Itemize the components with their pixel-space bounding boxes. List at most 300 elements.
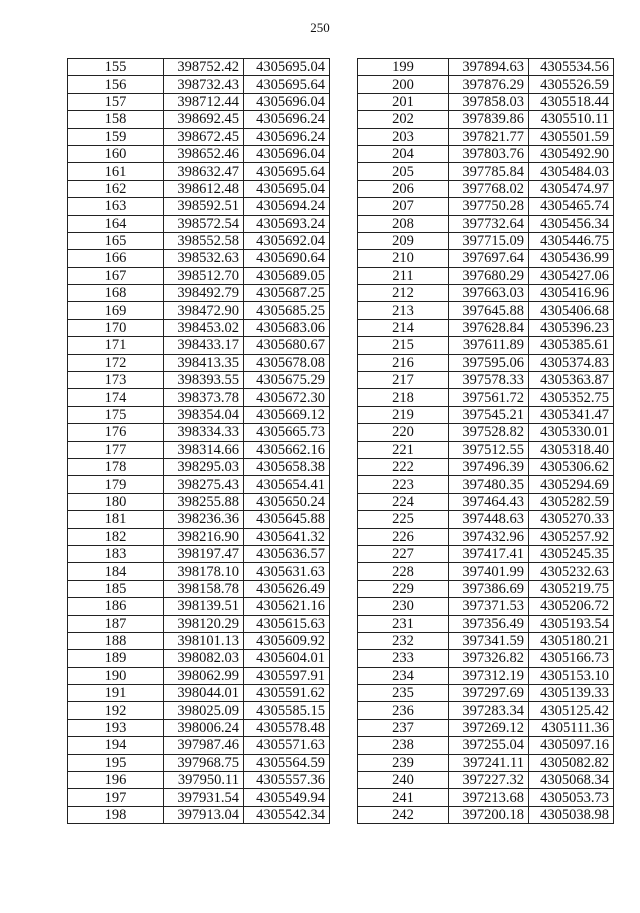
point-number-cell: 212 xyxy=(358,285,449,302)
table-row xyxy=(358,406,614,423)
y-coordinate-cell: 4305695.04 xyxy=(244,59,330,76)
point-number-cell: 217 xyxy=(358,372,449,389)
table-row xyxy=(68,580,330,597)
table-row xyxy=(358,580,614,597)
y-coordinate-cell: 4305609.92 xyxy=(244,632,330,649)
table-row xyxy=(358,754,614,771)
x-coordinate-cell: 398672.45 xyxy=(164,128,244,145)
point-number-cell: 188 xyxy=(68,632,164,649)
point-number-cell: 191 xyxy=(68,685,164,702)
y-coordinate-cell: 4305166.73 xyxy=(529,650,614,667)
table-row xyxy=(358,650,614,667)
table-row xyxy=(358,493,614,510)
table-row xyxy=(358,772,614,789)
y-coordinate-cell: 4305474.97 xyxy=(529,180,614,197)
x-coordinate-cell: 398082.03 xyxy=(164,650,244,667)
x-coordinate-cell: 397496.39 xyxy=(449,458,529,475)
table-row xyxy=(68,685,330,702)
coordinates-table-right xyxy=(357,58,614,824)
point-number-cell: 163 xyxy=(68,198,164,215)
point-number-cell: 170 xyxy=(68,319,164,336)
point-number-cell: 234 xyxy=(358,667,449,684)
x-coordinate-cell: 397227.32 xyxy=(449,772,529,789)
x-coordinate-cell: 397545.21 xyxy=(449,406,529,423)
x-coordinate-cell: 397269.12 xyxy=(449,719,529,736)
point-number-cell: 158 xyxy=(68,111,164,128)
point-number-cell: 239 xyxy=(358,754,449,771)
point-number-cell: 183 xyxy=(68,545,164,562)
point-number-cell: 193 xyxy=(68,719,164,736)
table-row xyxy=(68,163,330,180)
x-coordinate-cell: 398752.42 xyxy=(164,59,244,76)
x-coordinate-cell: 397785.84 xyxy=(449,163,529,180)
y-coordinate-cell: 4305678.08 xyxy=(244,354,330,371)
y-coordinate-cell: 4305534.56 xyxy=(529,59,614,76)
x-coordinate-cell: 398216.90 xyxy=(164,528,244,545)
table-row xyxy=(68,667,330,684)
table-row xyxy=(358,337,614,354)
y-coordinate-cell: 4305125.42 xyxy=(529,702,614,719)
point-number-cell: 202 xyxy=(358,111,449,128)
y-coordinate-cell: 4305604.01 xyxy=(244,650,330,667)
point-number-cell: 210 xyxy=(358,250,449,267)
table-row xyxy=(68,93,330,110)
point-number-cell: 166 xyxy=(68,250,164,267)
y-coordinate-cell: 4305501.59 xyxy=(529,128,614,145)
point-number-cell: 227 xyxy=(358,545,449,562)
point-number-cell: 178 xyxy=(68,458,164,475)
table-row xyxy=(68,128,330,145)
table-body-left xyxy=(68,59,330,824)
table-row xyxy=(358,789,614,806)
table-row xyxy=(68,632,330,649)
table-row xyxy=(358,302,614,319)
table-row xyxy=(358,458,614,475)
point-number-cell: 219 xyxy=(358,406,449,423)
y-coordinate-cell: 4305465.74 xyxy=(529,198,614,215)
y-coordinate-cell: 4305206.72 xyxy=(529,598,614,615)
x-coordinate-cell: 398552.58 xyxy=(164,232,244,249)
table-row xyxy=(68,145,330,162)
table-body-right xyxy=(358,59,614,824)
table-row xyxy=(68,198,330,215)
point-number-cell: 231 xyxy=(358,615,449,632)
y-coordinate-cell: 4305406.68 xyxy=(529,302,614,319)
table-row xyxy=(68,615,330,632)
y-coordinate-cell: 4305597.91 xyxy=(244,667,330,684)
point-number-cell: 237 xyxy=(358,719,449,736)
x-coordinate-cell: 397241.11 xyxy=(449,754,529,771)
table-row xyxy=(68,493,330,510)
y-coordinate-cell: 4305696.24 xyxy=(244,128,330,145)
x-coordinate-cell: 397213.68 xyxy=(449,789,529,806)
point-number-cell: 211 xyxy=(358,267,449,284)
point-number-cell: 165 xyxy=(68,232,164,249)
point-number-cell: 232 xyxy=(358,632,449,649)
table-row xyxy=(358,667,614,684)
table-row xyxy=(68,719,330,736)
point-number-cell: 184 xyxy=(68,563,164,580)
x-coordinate-cell: 397371.53 xyxy=(449,598,529,615)
x-coordinate-cell: 398236.36 xyxy=(164,511,244,528)
y-coordinate-cell: 4305645.88 xyxy=(244,511,330,528)
y-coordinate-cell: 4305694.24 xyxy=(244,198,330,215)
x-coordinate-cell: 397750.28 xyxy=(449,198,529,215)
x-coordinate-cell: 397663.03 xyxy=(449,285,529,302)
point-number-cell: 198 xyxy=(68,806,164,823)
point-number-cell: 186 xyxy=(68,598,164,615)
x-coordinate-cell: 398492.79 xyxy=(164,285,244,302)
y-coordinate-cell: 4305683.06 xyxy=(244,319,330,336)
y-coordinate-cell: 4305631.63 xyxy=(244,563,330,580)
y-coordinate-cell: 4305219.75 xyxy=(529,580,614,597)
y-coordinate-cell: 4305385.61 xyxy=(529,337,614,354)
x-coordinate-cell: 398413.35 xyxy=(164,354,244,371)
y-coordinate-cell: 4305053.73 xyxy=(529,789,614,806)
point-number-cell: 197 xyxy=(68,789,164,806)
point-number-cell: 224 xyxy=(358,493,449,510)
y-coordinate-cell: 4305318.40 xyxy=(529,441,614,458)
point-number-cell: 233 xyxy=(358,650,449,667)
point-number-cell: 159 xyxy=(68,128,164,145)
point-number-cell: 181 xyxy=(68,511,164,528)
table-row xyxy=(68,232,330,249)
point-number-cell: 182 xyxy=(68,528,164,545)
y-coordinate-cell: 4305153.10 xyxy=(529,667,614,684)
y-coordinate-cell: 4305510.11 xyxy=(529,111,614,128)
x-coordinate-cell: 398314.66 xyxy=(164,441,244,458)
y-coordinate-cell: 4305427.06 xyxy=(529,267,614,284)
y-coordinate-cell: 4305232.63 xyxy=(529,563,614,580)
x-coordinate-cell: 397768.02 xyxy=(449,180,529,197)
table-row xyxy=(68,737,330,754)
table-row xyxy=(68,354,330,371)
table-row xyxy=(358,180,614,197)
y-coordinate-cell: 4305662.16 xyxy=(244,441,330,458)
point-number-cell: 207 xyxy=(358,198,449,215)
table-row xyxy=(68,563,330,580)
y-coordinate-cell: 4305689.05 xyxy=(244,267,330,284)
point-number-cell: 242 xyxy=(358,806,449,823)
x-coordinate-cell: 398120.29 xyxy=(164,615,244,632)
table-row xyxy=(358,598,614,615)
table-row xyxy=(68,598,330,615)
point-number-cell: 173 xyxy=(68,372,164,389)
x-coordinate-cell: 398692.45 xyxy=(164,111,244,128)
point-number-cell: 200 xyxy=(358,76,449,93)
coordinates-table-left xyxy=(67,58,330,824)
x-coordinate-cell: 397894.63 xyxy=(449,59,529,76)
point-number-cell: 222 xyxy=(358,458,449,475)
x-coordinate-cell: 397464.43 xyxy=(449,493,529,510)
table-row xyxy=(68,789,330,806)
x-coordinate-cell: 397876.29 xyxy=(449,76,529,93)
table-row xyxy=(68,302,330,319)
table-row xyxy=(358,319,614,336)
x-coordinate-cell: 397931.54 xyxy=(164,789,244,806)
x-coordinate-cell: 398139.51 xyxy=(164,598,244,615)
table-row xyxy=(68,337,330,354)
x-coordinate-cell: 398255.88 xyxy=(164,493,244,510)
point-number-cell: 155 xyxy=(68,59,164,76)
x-coordinate-cell: 398295.03 xyxy=(164,458,244,475)
y-coordinate-cell: 4305650.24 xyxy=(244,493,330,510)
table-row xyxy=(68,806,330,823)
table-row xyxy=(358,563,614,580)
table-row xyxy=(358,59,614,76)
table-row xyxy=(68,59,330,76)
x-coordinate-cell: 397595.06 xyxy=(449,354,529,371)
x-coordinate-cell: 397283.34 xyxy=(449,702,529,719)
table-row xyxy=(68,476,330,493)
point-number-cell: 167 xyxy=(68,267,164,284)
x-coordinate-cell: 397839.86 xyxy=(449,111,529,128)
y-coordinate-cell: 4305696.04 xyxy=(244,93,330,110)
x-coordinate-cell: 397611.89 xyxy=(449,337,529,354)
x-coordinate-cell: 398354.04 xyxy=(164,406,244,423)
x-coordinate-cell: 397401.99 xyxy=(449,563,529,580)
point-number-cell: 168 xyxy=(68,285,164,302)
y-coordinate-cell: 4305492.90 xyxy=(529,145,614,162)
x-coordinate-cell: 398197.47 xyxy=(164,545,244,562)
table-row xyxy=(358,528,614,545)
y-coordinate-cell: 4305695.64 xyxy=(244,163,330,180)
y-coordinate-cell: 4305571.63 xyxy=(244,737,330,754)
table-row xyxy=(68,76,330,93)
y-coordinate-cell: 4305111.36 xyxy=(529,719,614,736)
table-row xyxy=(358,250,614,267)
y-coordinate-cell: 4305456.34 xyxy=(529,215,614,232)
point-number-cell: 226 xyxy=(358,528,449,545)
point-number-cell: 225 xyxy=(358,511,449,528)
y-coordinate-cell: 4305578.48 xyxy=(244,719,330,736)
table-row xyxy=(358,719,614,736)
x-coordinate-cell: 398612.48 xyxy=(164,180,244,197)
y-coordinate-cell: 4305446.75 xyxy=(529,232,614,249)
point-number-cell: 230 xyxy=(358,598,449,615)
x-coordinate-cell: 397417.41 xyxy=(449,545,529,562)
y-coordinate-cell: 4305591.62 xyxy=(244,685,330,702)
table-row xyxy=(358,685,614,702)
x-coordinate-cell: 397715.09 xyxy=(449,232,529,249)
table-row xyxy=(68,650,330,667)
point-number-cell: 236 xyxy=(358,702,449,719)
x-coordinate-cell: 398044.01 xyxy=(164,685,244,702)
y-coordinate-cell: 4305257.92 xyxy=(529,528,614,545)
point-number-cell: 156 xyxy=(68,76,164,93)
y-coordinate-cell: 4305585.15 xyxy=(244,702,330,719)
x-coordinate-cell: 398632.47 xyxy=(164,163,244,180)
point-number-cell: 215 xyxy=(358,337,449,354)
y-coordinate-cell: 4305690.64 xyxy=(244,250,330,267)
y-coordinate-cell: 4305692.04 xyxy=(244,232,330,249)
point-number-cell: 218 xyxy=(358,389,449,406)
point-number-cell: 177 xyxy=(68,441,164,458)
x-coordinate-cell: 397341.59 xyxy=(449,632,529,649)
table-row xyxy=(68,389,330,406)
y-coordinate-cell: 4305641.32 xyxy=(244,528,330,545)
y-coordinate-cell: 4305693.24 xyxy=(244,215,330,232)
table-row xyxy=(358,267,614,284)
point-number-cell: 185 xyxy=(68,580,164,597)
y-coordinate-cell: 4305097.16 xyxy=(529,737,614,754)
x-coordinate-cell: 398006.24 xyxy=(164,719,244,736)
x-coordinate-cell: 397578.33 xyxy=(449,372,529,389)
point-number-cell: 174 xyxy=(68,389,164,406)
x-coordinate-cell: 398101.13 xyxy=(164,632,244,649)
table-row xyxy=(68,285,330,302)
point-number-cell: 175 xyxy=(68,406,164,423)
table-row xyxy=(68,406,330,423)
point-number-cell: 162 xyxy=(68,180,164,197)
y-coordinate-cell: 4305068.34 xyxy=(529,772,614,789)
table-row xyxy=(68,511,330,528)
y-coordinate-cell: 4305658.38 xyxy=(244,458,330,475)
y-coordinate-cell: 4305542.34 xyxy=(244,806,330,823)
x-coordinate-cell: 397950.11 xyxy=(164,772,244,789)
table-row xyxy=(68,267,330,284)
table-row xyxy=(68,424,330,441)
table-row xyxy=(358,806,614,823)
table-row xyxy=(358,145,614,162)
point-number-cell: 220 xyxy=(358,424,449,441)
table-row xyxy=(358,285,614,302)
table-row xyxy=(68,545,330,562)
table-row xyxy=(68,528,330,545)
x-coordinate-cell: 398572.54 xyxy=(164,215,244,232)
point-number-cell: 192 xyxy=(68,702,164,719)
y-coordinate-cell: 4305374.83 xyxy=(529,354,614,371)
point-number-cell: 196 xyxy=(68,772,164,789)
table-row xyxy=(68,215,330,232)
y-coordinate-cell: 4305341.47 xyxy=(529,406,614,423)
point-number-cell: 205 xyxy=(358,163,449,180)
y-coordinate-cell: 4305557.36 xyxy=(244,772,330,789)
table-row xyxy=(358,545,614,562)
x-coordinate-cell: 397432.96 xyxy=(449,528,529,545)
table-row xyxy=(68,111,330,128)
point-number-cell: 216 xyxy=(358,354,449,371)
y-coordinate-cell: 4305687.25 xyxy=(244,285,330,302)
x-coordinate-cell: 398732.43 xyxy=(164,76,244,93)
x-coordinate-cell: 398512.70 xyxy=(164,267,244,284)
y-coordinate-cell: 4305518.44 xyxy=(529,93,614,110)
point-number-cell: 204 xyxy=(358,145,449,162)
table-row xyxy=(358,632,614,649)
y-coordinate-cell: 4305245.35 xyxy=(529,545,614,562)
table-row xyxy=(68,772,330,789)
y-coordinate-cell: 4305615.63 xyxy=(244,615,330,632)
x-coordinate-cell: 398652.46 xyxy=(164,145,244,162)
y-coordinate-cell: 4305696.24 xyxy=(244,111,330,128)
y-coordinate-cell: 4305654.41 xyxy=(244,476,330,493)
table-row xyxy=(358,511,614,528)
point-number-cell: 189 xyxy=(68,650,164,667)
table-row xyxy=(358,702,614,719)
y-coordinate-cell: 4305282.59 xyxy=(529,493,614,510)
x-coordinate-cell: 398532.63 xyxy=(164,250,244,267)
x-coordinate-cell: 397255.04 xyxy=(449,737,529,754)
point-number-cell: 235 xyxy=(358,685,449,702)
x-coordinate-cell: 398062.99 xyxy=(164,667,244,684)
y-coordinate-cell: 4305180.21 xyxy=(529,632,614,649)
table-row xyxy=(68,319,330,336)
y-coordinate-cell: 4305416.96 xyxy=(529,285,614,302)
y-coordinate-cell: 4305363.87 xyxy=(529,372,614,389)
y-coordinate-cell: 4305396.23 xyxy=(529,319,614,336)
table-row xyxy=(358,128,614,145)
x-coordinate-cell: 397821.77 xyxy=(449,128,529,145)
x-coordinate-cell: 397512.55 xyxy=(449,441,529,458)
table-row xyxy=(358,93,614,110)
y-coordinate-cell: 4305672.30 xyxy=(244,389,330,406)
x-coordinate-cell: 397386.69 xyxy=(449,580,529,597)
x-coordinate-cell: 397628.84 xyxy=(449,319,529,336)
x-coordinate-cell: 397680.29 xyxy=(449,267,529,284)
y-coordinate-cell: 4305549.94 xyxy=(244,789,330,806)
x-coordinate-cell: 398025.09 xyxy=(164,702,244,719)
point-number-cell: 161 xyxy=(68,163,164,180)
point-number-cell: 223 xyxy=(358,476,449,493)
table-row xyxy=(68,702,330,719)
x-coordinate-cell: 397480.35 xyxy=(449,476,529,493)
point-number-cell: 164 xyxy=(68,215,164,232)
point-number-cell: 209 xyxy=(358,232,449,249)
x-coordinate-cell: 397200.18 xyxy=(449,806,529,823)
y-coordinate-cell: 4305695.64 xyxy=(244,76,330,93)
point-number-cell: 157 xyxy=(68,93,164,110)
y-coordinate-cell: 4305436.99 xyxy=(529,250,614,267)
y-coordinate-cell: 4305621.16 xyxy=(244,598,330,615)
point-number-cell: 201 xyxy=(358,93,449,110)
point-number-cell: 199 xyxy=(358,59,449,76)
point-number-cell: 160 xyxy=(68,145,164,162)
table-row xyxy=(358,389,614,406)
point-number-cell: 203 xyxy=(358,128,449,145)
x-coordinate-cell: 397803.76 xyxy=(449,145,529,162)
table-row xyxy=(358,737,614,754)
x-coordinate-cell: 397913.04 xyxy=(164,806,244,823)
point-number-cell: 194 xyxy=(68,737,164,754)
x-coordinate-cell: 397326.82 xyxy=(449,650,529,667)
y-coordinate-cell: 4305330.01 xyxy=(529,424,614,441)
x-coordinate-cell: 398393.55 xyxy=(164,372,244,389)
x-coordinate-cell: 397987.46 xyxy=(164,737,244,754)
point-number-cell: 241 xyxy=(358,789,449,806)
x-coordinate-cell: 398158.78 xyxy=(164,580,244,597)
table-row xyxy=(358,163,614,180)
table-row xyxy=(358,372,614,389)
point-number-cell: 169 xyxy=(68,302,164,319)
x-coordinate-cell: 397356.49 xyxy=(449,615,529,632)
x-coordinate-cell: 398472.90 xyxy=(164,302,244,319)
table-row xyxy=(358,111,614,128)
y-coordinate-cell: 4305139.33 xyxy=(529,685,614,702)
y-coordinate-cell: 4305696.04 xyxy=(244,145,330,162)
table-row xyxy=(358,215,614,232)
table-row xyxy=(68,458,330,475)
table-row xyxy=(68,372,330,389)
point-number-cell: 213 xyxy=(358,302,449,319)
y-coordinate-cell: 4305526.59 xyxy=(529,76,614,93)
point-number-cell: 214 xyxy=(358,319,449,336)
x-coordinate-cell: 397968.75 xyxy=(164,754,244,771)
x-coordinate-cell: 397697.64 xyxy=(449,250,529,267)
point-number-cell: 190 xyxy=(68,667,164,684)
point-number-cell: 180 xyxy=(68,493,164,510)
x-coordinate-cell: 398275.43 xyxy=(164,476,244,493)
x-coordinate-cell: 397732.64 xyxy=(449,215,529,232)
